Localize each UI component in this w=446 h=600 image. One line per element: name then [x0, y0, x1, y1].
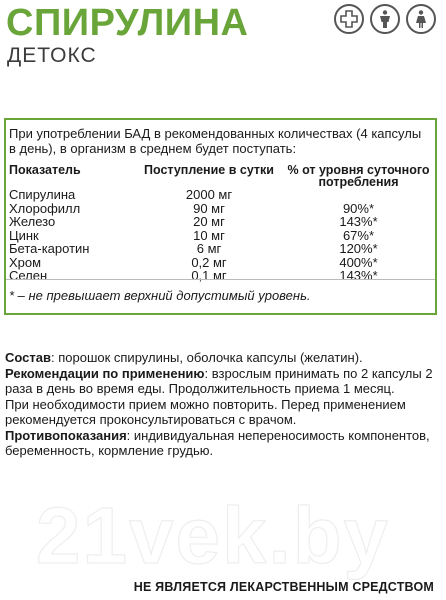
row-percent: 67%* — [342, 227, 375, 243]
icon-row — [334, 4, 436, 34]
table-row — [9, 256, 433, 270]
row-amount: 20 мг — [193, 214, 225, 229]
panel-intro: При употреблении БАД в рекомендованных количествах (4 капсулы в день), в организм в среднем будет поступать: — [9, 126, 422, 156]
row-percent: 400%* — [339, 254, 378, 270]
usage-paragraph — [5, 366, 437, 397]
row-amount: 6 мг — [196, 241, 222, 256]
column-header-percent: % от уровня суточного потребления — [287, 163, 430, 189]
product-details — [5, 350, 437, 459]
row-name: Селен — [9, 268, 48, 283]
contraindications-label: Противопоказания — [5, 427, 127, 443]
nutrition-panel — [4, 118, 437, 315]
table-row — [9, 188, 433, 202]
table-row — [9, 215, 433, 229]
table-row — [9, 242, 433, 256]
column-header-indicator: Показатель — [9, 163, 81, 177]
composition-text: : порошок спирулины, оболочка капсулы (желатин). — [50, 350, 363, 365]
contraindications-text: : индивидуальная непереносимость компонентов, беременность, кормление грудью. — [5, 427, 430, 458]
row-amount: 0,2 мг — [191, 254, 227, 270]
row-name: Цинк — [9, 227, 39, 243]
usage-text: : взрослым принимать по 2 капсулы 2 раза в день во время еды. Продолжительность приема 1 месяц. — [5, 365, 433, 396]
row-percent — [284, 188, 433, 202]
row-name: Спирулина — [9, 187, 76, 202]
table-row — [9, 202, 433, 216]
contraindications-paragraph — [5, 428, 437, 459]
row-percent: 143%* — [339, 214, 378, 229]
product-subtitle: ДЕТОКС — [7, 44, 97, 67]
row-percent: 90%* — [342, 200, 375, 216]
nutrition-table — [9, 164, 433, 283]
composition-label: Состав — [5, 350, 51, 365]
column-header-amount: Поступление в сутки — [143, 163, 274, 177]
row-amount: 90 мг — [193, 200, 225, 216]
medical-cross-icon — [334, 4, 364, 34]
row-amount: 10 мг — [193, 227, 225, 243]
composition-paragraph — [5, 350, 437, 366]
row-name: Железо — [9, 214, 56, 229]
product-title: СПИРУЛИНА — [6, 2, 249, 44]
watermark: 21vek.by — [36, 491, 391, 580]
row-name: Бета-каротин — [9, 241, 90, 256]
footnote: * – не превышает верхний допустимый уровень. — [9, 288, 311, 303]
row-percent: 143%* — [339, 268, 378, 283]
table-row — [9, 229, 433, 243]
repeat-paragraph: При необходимости прием можно повторить. Перед применением рекомендуется проконсультироваться с врачом. — [5, 396, 406, 427]
table-row — [9, 269, 433, 283]
usage-label: Рекомендации по применению — [5, 365, 205, 381]
row-name: Хлорофилл — [9, 200, 81, 216]
row-amount: 2000 мг — [185, 187, 233, 202]
row-amount: 0,1 мг — [191, 268, 227, 283]
human-body-icon — [370, 4, 400, 34]
panel-divider — [6, 279, 435, 280]
female-figure-icon — [406, 4, 436, 34]
row-percent: 120%* — [339, 241, 378, 256]
not-medicine-note: НЕ ЯВЛЯЕТСЯ ЛЕКАРСТВЕННЫМ СРЕДСТВОМ — [133, 580, 434, 594]
table-header-row — [9, 164, 433, 188]
row-name: Хром — [9, 254, 42, 270]
